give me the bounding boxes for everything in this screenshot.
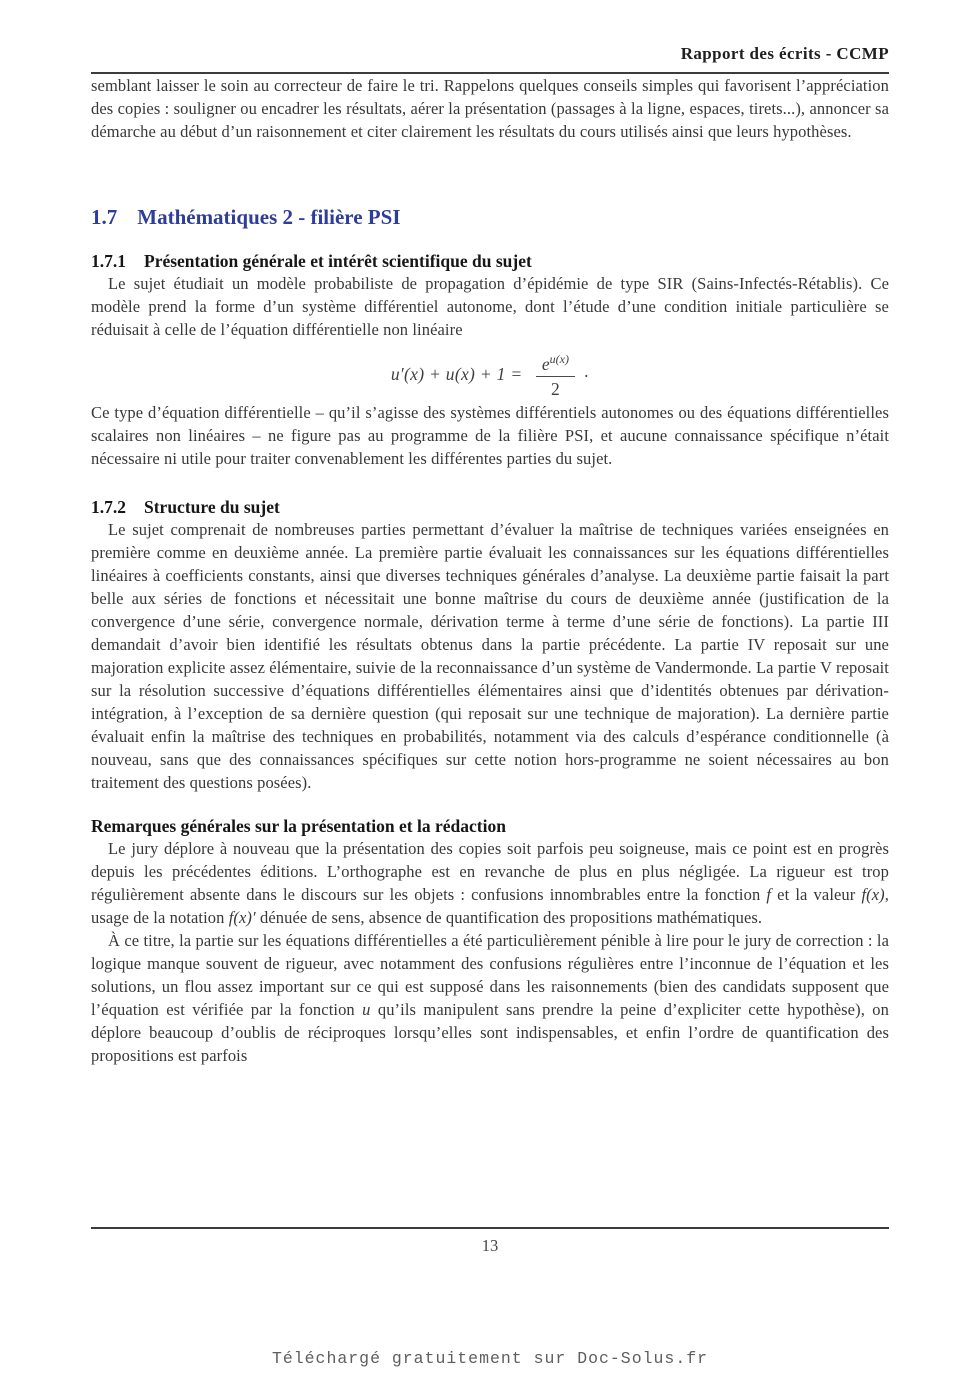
header-title: Rapport des écrits - CCMP: [680, 44, 889, 63]
page-number: 13: [481, 1236, 499, 1255]
section-title: Mathématiques 2 - filière PSI: [137, 205, 401, 229]
page-content: [91, 0, 889, 1067]
equation-denominator: 2: [536, 376, 575, 399]
section-number: 1.7: [91, 205, 118, 229]
math-symbol-u: u: [362, 1000, 371, 1020]
footer-rule: [91, 1227, 889, 1229]
subsection-1-title: Présentation générale et intérêt scientifique du sujet: [144, 251, 532, 271]
remarks-paragraph-2-text: À ce titre, la partie sur les équations différentielles a été particulièrement pénible à lire pour le jury de correction : la logique manque souvent de rigueur, avec notamment des confusions régulières entre l’inconnue de l’équation et les solutions, un flou assez important sur ce qui est supposé dans les raisonnements (bien des candidats supposent que l’équation est vérifiée par la fonction: [91, 931, 889, 1020]
remarks-paragraph-2: [91, 929, 889, 1067]
subsection-2-title: Structure du sujet: [144, 497, 280, 518]
running-header: [91, 0, 889, 64]
section-heading: [91, 205, 889, 230]
equation-numerator: [536, 353, 575, 376]
subsection-1-number: 1.7.1: [91, 251, 126, 271]
remarks-paragraph-1-text: dénuée de sens, absence de quantification des propositions mathématiques.: [255, 908, 763, 928]
subsection-1-heading: [91, 251, 889, 272]
remarks-heading: Remarques générales sur la présentation et la rédaction: [91, 816, 506, 837]
subsection-2-heading: [91, 497, 889, 518]
equation-fraction: [536, 353, 575, 399]
math-symbol-f-of-x: f(x): [861, 885, 885, 905]
subsection-1-paragraph: Le sujet étudiait un modèle probabiliste de propagation d’épidémie de type SIR (Sains-Infectés-Rétablis). Ce modèle prend la forme d’un système différentiel autonome, dont l’étude d’une condition initiale particulière se réduisait à celle de l’équation différentielle non linéaire: [91, 274, 889, 339]
equation-numerator-base: e: [541, 353, 550, 374]
subsection-2-paragraph: Le sujet comprenait de nombreuses parties permettant d’évaluer la maîtrise de techniques variées enseignées en première comme en deuxième année. La première partie évaluait les connaissances sur les équations différentielles linéaires à coefficients constants, ainsi que diverses techniques générales d’analyse. La deuxième partie faisait la part belle aux séries de fonctions et nécessitait une bonne maîtrise du cours de deuxième année (justification de la convergence d’une série, convergence normale, dérivation terme à terme d’une série de fonctions). La partie III demandait d’avoir bien identifié les résultats obtenus dans la partie précédente. La partie IV reposait sur une majoration explicite assez élémentaire, suivie de la reconnaissance d’un système de Vandermonde. La partie V reposait sur la résolution successive d’équations différentielles élémentaires ainsi que d’identités obtenues par dérivation-intégration, à l’exception de sa dernière question (qui reposait sur une technique de majoration). La dernière partie évaluait enfin la maîtrise des techniques en probabilités, notamment via des calculs d’espérance conditionnelle (à nouveau, sans que des connaissances spécifiques sur cette notion hors-programme ne soient nécessaires au bon traitement des questions posées).: [91, 520, 889, 793]
remarks-paragraph-2-text: qu’ils manipulent sans prendre la peine d’expliciter cette hypothèse), on déplore beaucoup d’oublis de réciproques lorsqu’elles sont indispensables, et enfin l’ordre de quantification des propositions est parfois: [91, 1000, 889, 1066]
equation-end-dot: ·: [583, 365, 590, 386]
equation: [91, 353, 889, 399]
subsection-2-number: 1.7.2: [91, 497, 126, 518]
math-symbol-f-of-x-prime: f(x)′: [228, 908, 256, 928]
remarks-paragraph-1-text: Le jury déplore à nouveau que la présentation des copies soit parfois peu soigneuse, mais ce point est en progrès depuis les précédentes éditions. L’orthographe est en revanche de plus en plus négligée. La rigueur est trop régulièrement absente dans le discours sur les objets : confusions innombrables entre la fonction: [91, 839, 889, 905]
equation-left-side: u′(x) + u(x) + 1 =: [390, 364, 523, 385]
subsection-1-paragraph-after-equation: Ce type d’équation différentielle – qu’il s’agisse des systèmes différentiels autonomes ou des équations différentielles scalaires non linéaires – ne figure pas au programme de la filière PSI, et aucune connaissance spécifique n’était nécessaire ni utile pour traiter convenablement les différentes parties du sujet.: [91, 403, 889, 469]
equation-numerator-exponent: u(x): [549, 352, 569, 366]
remarks-paragraph-1-text: et la valeur: [771, 885, 862, 905]
remarks-paragraph-1: [91, 837, 889, 929]
intro-paragraph: semblant laisser le soin au correcteur de faire le tri. Rappelons quelques conseils simples qui favorisent l’appréciation des copies : souligner ou encadrer les résultats, aérer la présentation (passages à la ligne, espaces, tirets...), annoncer sa démarche au début d’un raisonnement et citer clairement les résultats du cours utilisés ainsi que leurs hypothèses.: [91, 76, 889, 141]
watermark-text: Téléchargé gratuitement sur Doc-Solus.fr: [271, 1349, 709, 1368]
math-symbol-f: f: [766, 885, 772, 905]
remarks-paragraph-1-text: , usage de la notation: [91, 885, 889, 928]
